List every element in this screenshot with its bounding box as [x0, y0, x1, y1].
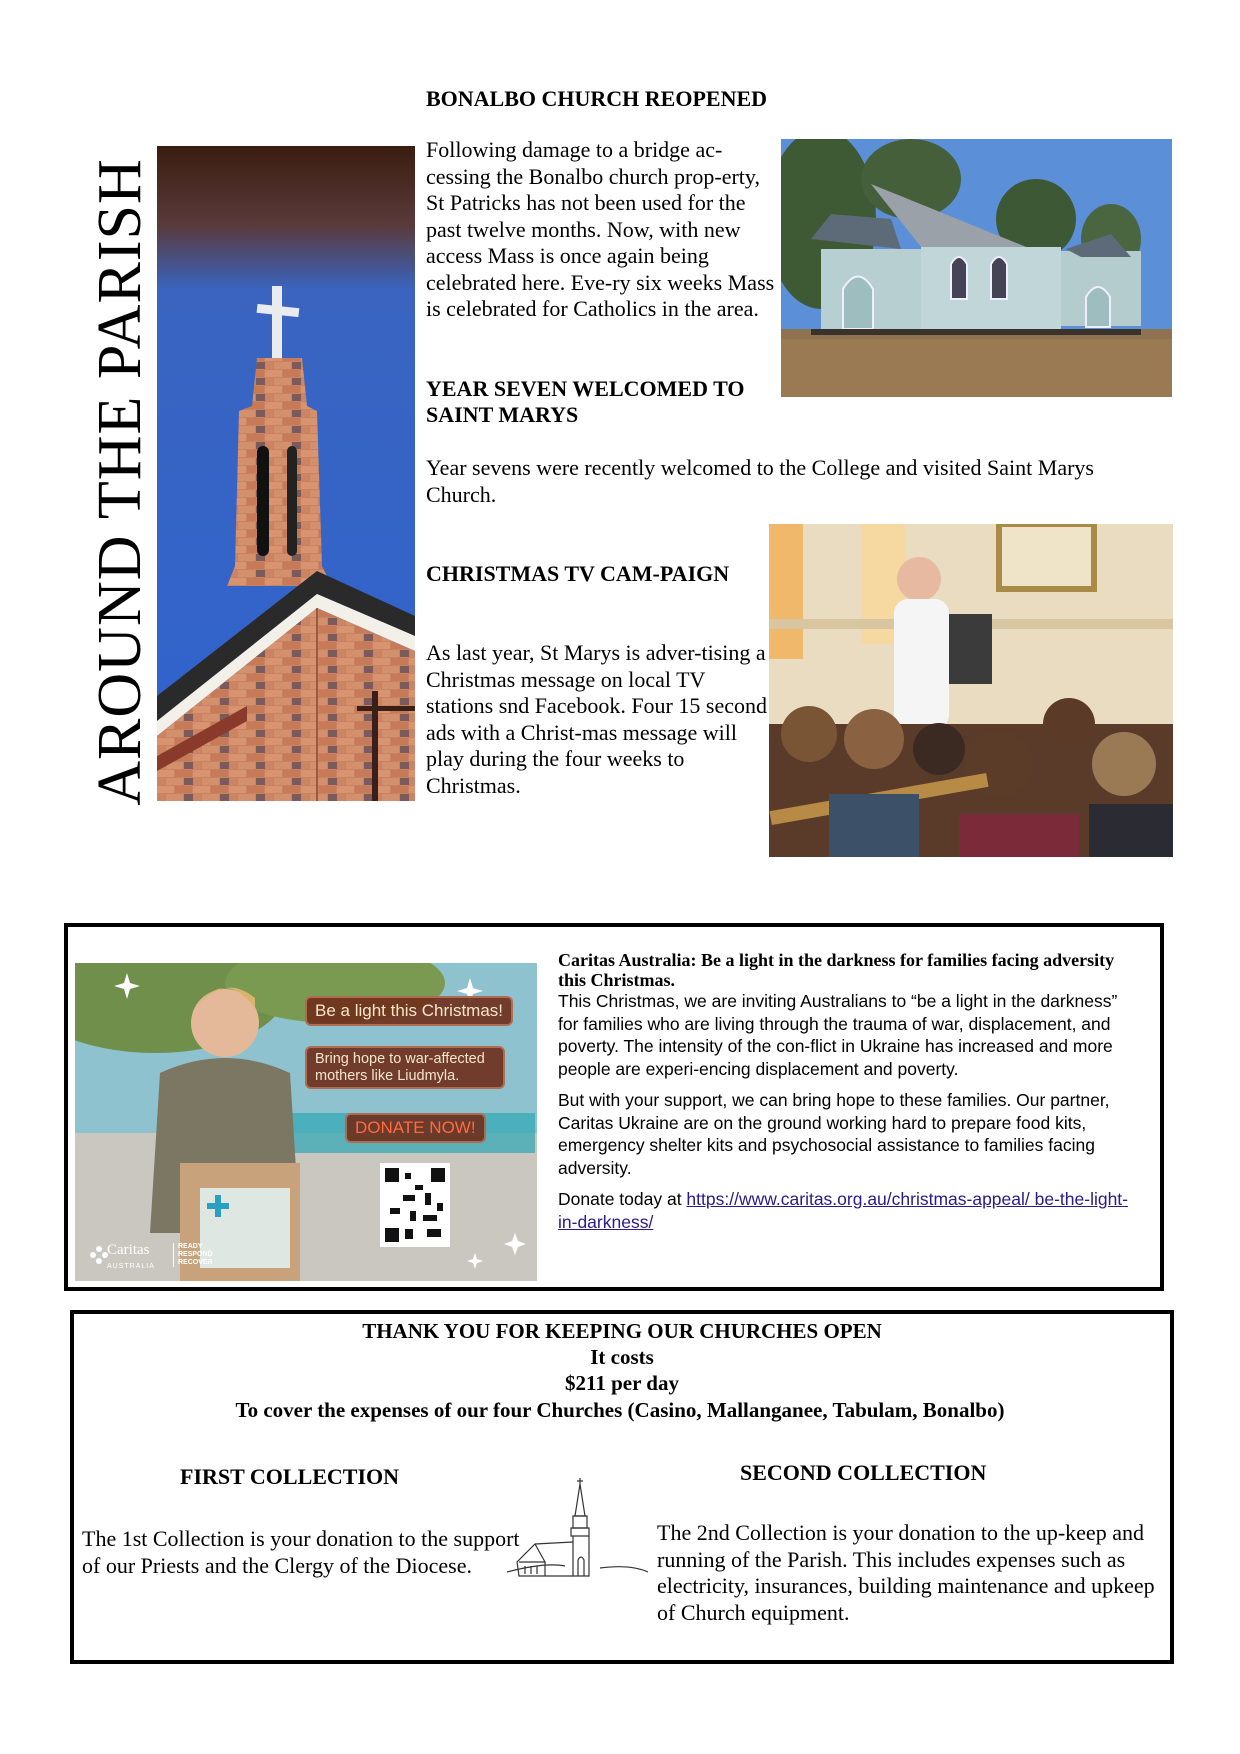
caritas-paragraph: This Christmas, we are inviting Australians to “be a light in the darkness” for families who are living through the trauma of war, displacement, and poverty. The intensity of the con-flict in Ukraine has increased and more people are experi-encing displacement and poverty. [558, 991, 1118, 1079]
second-collection-heading: SECOND COLLECTION [740, 1460, 987, 1485]
donate-now-button[interactable]: DONATE NOW! [345, 1113, 486, 1143]
caritas-logo [107, 1243, 155, 1273]
caritas-appeal-image[interactable] [75, 963, 537, 1281]
caritas-paragraph: But with your support, we can bring hope to these families. Our partner, Caritas Ukraine are on the ground working hard to prepare food kits, emergency shelter kits and psychosocial assistance to families facing adversity. [558, 1090, 1110, 1178]
church-tower-photo [157, 146, 415, 801]
caritas-appeal-text [558, 950, 1128, 1242]
donate-link[interactable]: https://www.caritas.org.au/christmas-appeal/ be-the-light-in-darkness/ [558, 1189, 1128, 1232]
article-body: As last year, St Marys is adver-tising a Christmas message on local TV stations snd Facebook. Four 15 second ads with a Christ-mas message will play during the four weeks to Christmas. [426, 640, 767, 798]
section-title-text: AROUND THE PARISH [86, 158, 154, 806]
caritas-subline-label: Bring hope to war-affected mothers like Liudmyla. [305, 1046, 505, 1089]
first-collection-text: The 1st Collection is your donation to the support of our Priests and the Clergy of the Diocese. [82, 1526, 520, 1578]
article-body: Following damage to a bridge ac-cessing the Bonalbo church prop-erty, St Patricks has not been used for the past twelve months. Now, with new access Mass is once again being celebrated here. Eve-ry six weeks Mass is celebrated for Catholics in the area. [426, 137, 775, 321]
article-heading: BONALBO CHURCH REOPENED [426, 86, 768, 111]
cost-label: It costs [590, 1345, 654, 1369]
article-heading: CHRISTMAS TV CAM-PAIGN [426, 561, 730, 586]
church-outline-icon [505, 1476, 650, 1582]
thank-you-heading: THANK YOU FOR KEEPING OUR CHURCHES OPEN [362, 1319, 882, 1343]
bonalbo-church-photo [781, 139, 1172, 397]
section-title [86, 100, 154, 864]
caritas-logo-subtext: AUSTRALIA [107, 1263, 155, 1270]
caritas-title: Caritas Australia: Be a light in the darkness for families facing adversity this Christmas. [558, 950, 1115, 990]
second-collection-text: The 2nd Collection is your donation to the up-keep and running of the Parish. This includes expenses such as electricity, insurances, building maintenance and upkeep of Church equipment. [657, 1520, 1155, 1625]
cost-per-day: $211 per day [565, 1371, 679, 1395]
year-seven-church-visit-photo [769, 524, 1173, 857]
caritas-headline-label: Be a light this Christmas! [305, 996, 513, 1026]
article-heading: YEAR SEVEN WELCOMED TO SAINT MARYS [426, 376, 745, 427]
caritas-tagline: READY RESPOND RECOVER [173, 1243, 212, 1267]
article-body: Year sevens were recently welcomed to the College and visited Saint Marys Church. [426, 455, 1094, 507]
caritas-logo-text: Caritas [107, 1242, 150, 1258]
donate-prefix: Donate today at [558, 1189, 687, 1209]
first-collection-heading: FIRST COLLECTION [180, 1464, 400, 1489]
caritas-donate-line [558, 1188, 1128, 1233]
cost-description: To cover the expenses of our four Churches (Casino, Mallanganee, Tabulam, Bonalbo) [235, 1398, 1005, 1422]
